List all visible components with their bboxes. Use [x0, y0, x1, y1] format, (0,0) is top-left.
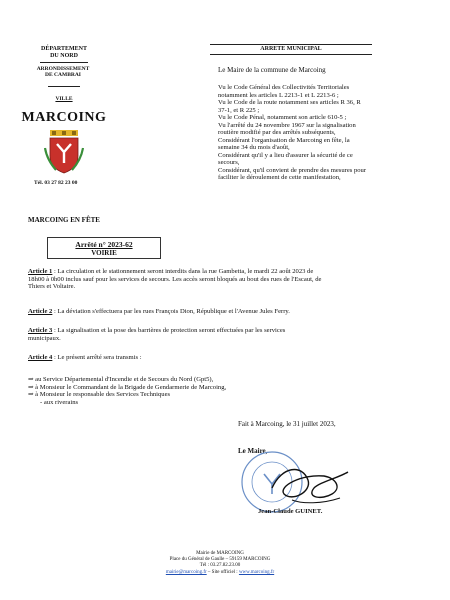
recipient-item: ⇒ à Monsieur le responsable des Services Techniques: [28, 391, 171, 399]
footer-line: Tél : 03.27.82.23.00: [199, 563, 241, 568]
article-label: Article 2: [28, 308, 53, 315]
recipient-item: - aux riverains: [40, 398, 79, 406]
consideration-line: Considérant qu'il y a lieu d'assurer la sécurité de ce: [218, 151, 353, 159]
event-title: MARCOING EN FÊTE: [28, 216, 100, 224]
recipient-item: ⇒ à Monsieur le Commandant de la Brigade de Gendarmerie de Marcoing,: [28, 383, 227, 391]
article-text: : La circulation et le stationnement seront interdits dans la rue Gambetta, le mardi 22 août 2023 de: [52, 268, 314, 275]
article-text: : Le présent arrêté sera transmis :: [52, 354, 142, 361]
footer-email-link[interactable]: mairie@marcoing.fr: [165, 570, 207, 575]
footer-contact: [120, 570, 320, 576]
article-text: municipaux.: [28, 334, 61, 342]
article-text: : La déviation s'effectuera par les rues François Dion, République et l'Avenue Jules Ferry.: [52, 308, 290, 315]
department-label: [28, 46, 100, 59]
arrondissement-line: DE CAMBRAI: [45, 72, 81, 78]
article-text: 18h00 à 0h00 inclus sauf pour les services de secours. Les accès seront bloqués au bout des rues de l'Escaut, de: [28, 275, 322, 283]
article-label: Article 1: [28, 268, 53, 275]
footer-separator: – Site officiel :: [206, 570, 239, 575]
article-text: Thiers et Voltaire.: [28, 283, 76, 291]
consideration-line: notamment les articles L 2213-1 et L 2213-6 ;: [218, 91, 339, 99]
footer-line: Mairie de MARCOING: [196, 551, 244, 556]
maire-line: Le Maire de la commune de Marcoing: [218, 66, 326, 74]
consideration-line: Vu l'arrêté du 24 novembre 1967 sur la signalisation: [218, 121, 356, 129]
considerations-block: [218, 84, 408, 182]
consideration-line: Vu le Code Pénal, notamment son article 610-5 ;: [218, 114, 347, 121]
divider: [48, 86, 80, 87]
footer-line: Place du Général de Gaulle – 59159 MARCOING: [169, 557, 271, 562]
consideration-line: routière modifié par des arrêtés subséquents,: [218, 129, 336, 136]
consideration-line: Vu le Code Général des Collectivités Territoriales: [218, 84, 350, 91]
signatory-name: Jean-Claude GUINET.: [258, 508, 323, 515]
signature-place-date: Fait à Marcoing, le 31 juillet 2023,: [238, 420, 336, 428]
town-name: MARCOING: [21, 110, 107, 125]
arrete-number: Arrêté n° 2023-62: [75, 240, 133, 249]
ville-label: VILLE: [55, 96, 73, 102]
arrete-number-box: [47, 237, 161, 259]
department-line: DU NORD: [50, 52, 78, 59]
article-1: [28, 268, 422, 291]
phone-number: Tél. 03 27 82 23 00: [34, 180, 78, 186]
town-crest-icon: [44, 130, 84, 174]
divider: [40, 62, 88, 63]
recipients-list: [28, 376, 388, 406]
article-2: [28, 308, 422, 316]
consideration-line: faciliter le déroulement de cette manifestation,: [218, 174, 341, 181]
arrondissement-line: ARRONDISSEMENT: [36, 66, 90, 72]
consideration-line: Vu le Code de la route notamment ses articles R 36, R: [218, 99, 361, 106]
article-4: [28, 354, 422, 362]
article-3: [28, 327, 422, 342]
consideration-line: semaine 34 du mois d'août,: [218, 144, 290, 151]
article-label: Article 4: [28, 354, 53, 361]
handwritten-signature-icon: [262, 458, 352, 508]
signature-title: Le Maire,: [238, 447, 268, 455]
arrondissement-label: [22, 66, 104, 78]
arrete-title: ARRETE MUNICIPAL: [210, 44, 372, 55]
article-text: : La signalisation et la pose des barrières de protection seront effectuées par les services: [52, 327, 286, 334]
consideration-line: 37-1, et R 225 ;: [218, 106, 260, 114]
consideration-line: secours,: [218, 159, 240, 166]
footer-site-link[interactable]: www.marcoing.fr: [238, 570, 275, 575]
recipient-item: ⇒ au Service Départemental d'Incendie et de Secours du Nord (Gpt5),: [28, 376, 214, 383]
article-label: Article 3: [28, 327, 53, 334]
department-line: DÉPARTEMENT: [40, 46, 87, 52]
arrete-category: VOIRIE: [91, 249, 117, 257]
consideration-line: Considérant, qu'il convient de prendre des mesures pour: [218, 166, 367, 174]
consideration-line: Considérant l'organisation de Marcoing en fête, la: [218, 136, 350, 144]
